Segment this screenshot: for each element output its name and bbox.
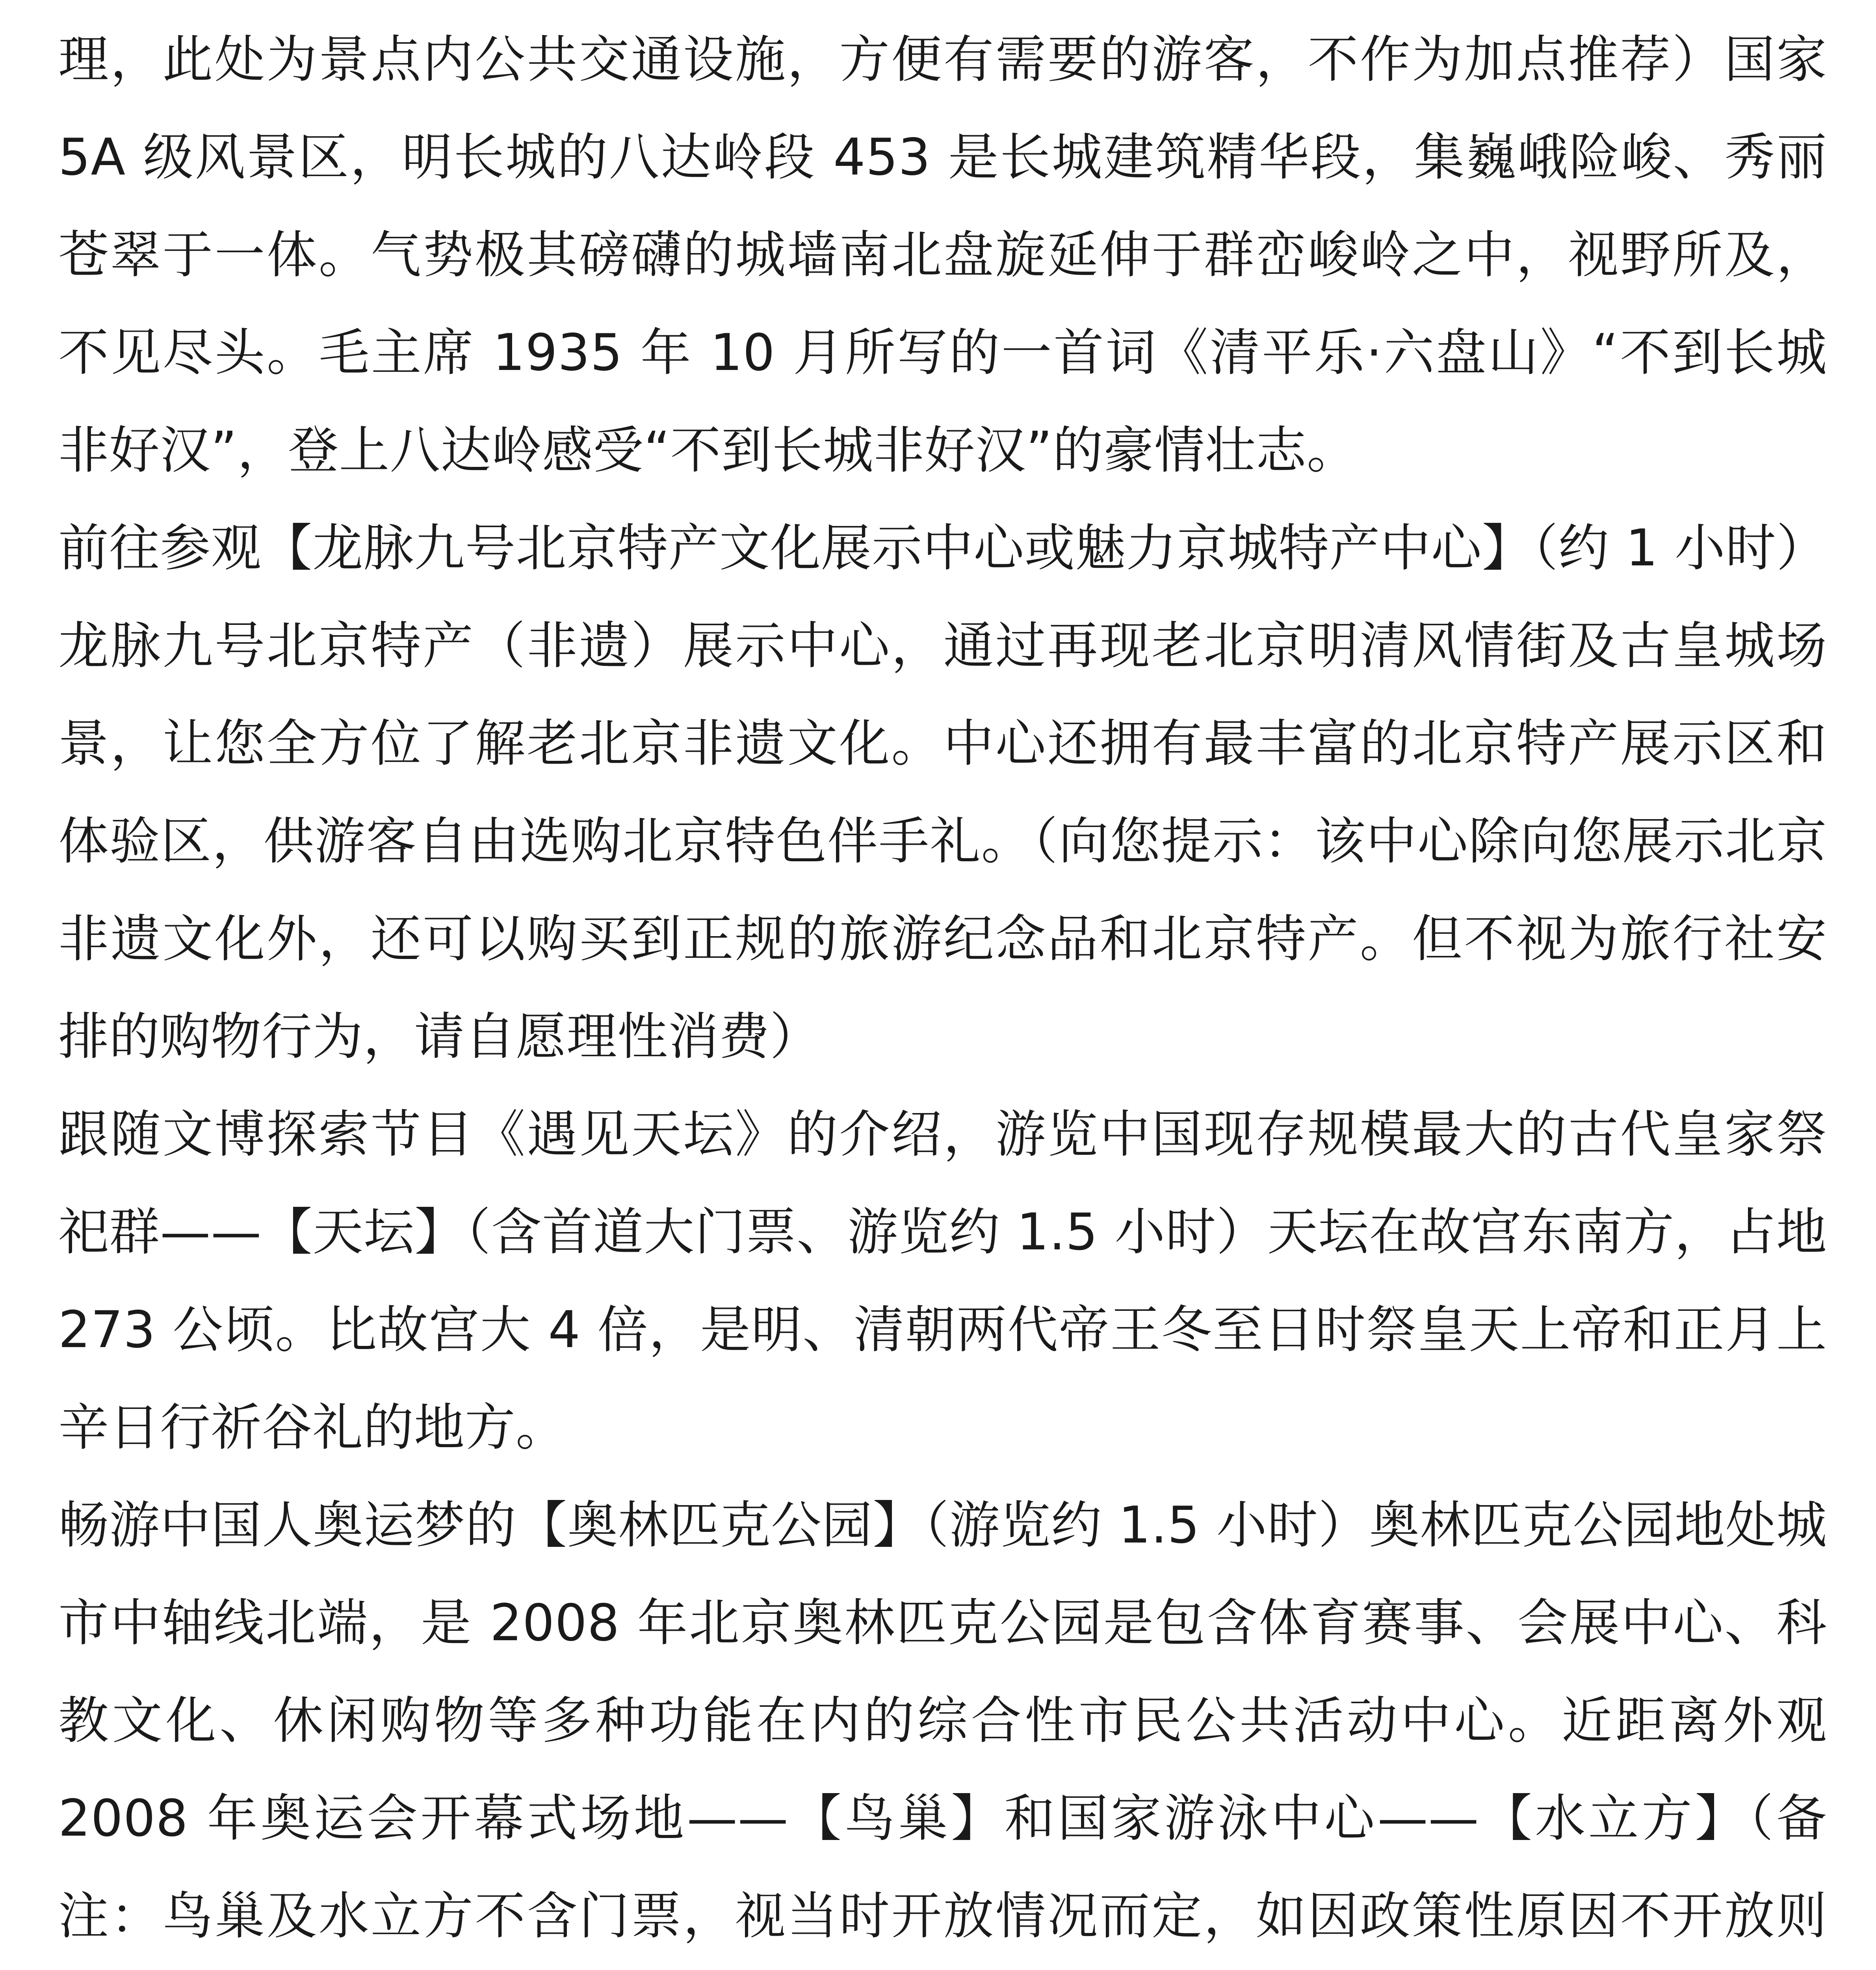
paragraph-olympic-park: 畅游中国人奥运梦的【奥林匹克公园】（游览约 1.5 小时）奥林匹克公园地处城市中轴线北端，是 2008 年北京奥林匹克公园是包含体育赛事、会展中心、科教文化、休闲购物等多种功能在内的综合性市民公共活动中心。近距离外观 2008 年奥运会开幕式场地——【鸟巢】和国家游泳中心——【水立方】（备注：鸟巢及水立方不含门票，视当时开放情况而定，如因政策性原因不开放则	[58, 1496, 1827, 1946]
document-page	[58, 0, 1827, 1970]
paragraph-temple-of-heaven: 跟随文博探索节目《遇见天坛》的介绍，游览中国现存规模最大的古代皇家祭祀群——【天坛】（含首道大门票、游览约 1.5 小时）天坛在故宫东南方，占地 273 公顷。比故宫大 4 倍，是明、清朝两代帝王冬至日时祭皇天上帝和正月上辛日行祈谷礼的地方。	[58, 1105, 1827, 1457]
paragraph-great-wall: 理，此处为景点内公共交通设施，方便有需要的游客，不作为加点推荐）国家 5A 级风景区，明长城的八达岭段 453 是长城建筑精华段，集巍峨险峻、秀丽苍翠于一体。气势极其磅礴的城墙南北盘旋延伸于群峦峻岭之中，视野所及，不见尽头。毛主席 1935 年 10 月所写的一首词《清平乐·六盘山》“不到长城非好汉”，登上八达岭感受“不到长城非好汉”的豪情壮志。	[58, 30, 1827, 480]
paragraph-specialty-center: 前往参观【龙脉九号北京特产文化展示中心或魅力京城特产中心】（约 1 小时）龙脉九号北京特产（非遗）展示中心，通过再现老北京明清风情街及古皇城场景，让您全方位了解老北京非遗文化。中心还拥有最丰富的北京特产展示区和体验区，供游客自由选购北京特色伴手礼。（向您提示：该中心除向您展示北京非遗文化外，还可以购买到正规的旅游纪念品和北京特产。但不视为旅行社安排的购物行为，请自愿理性消费）	[58, 519, 1827, 1066]
